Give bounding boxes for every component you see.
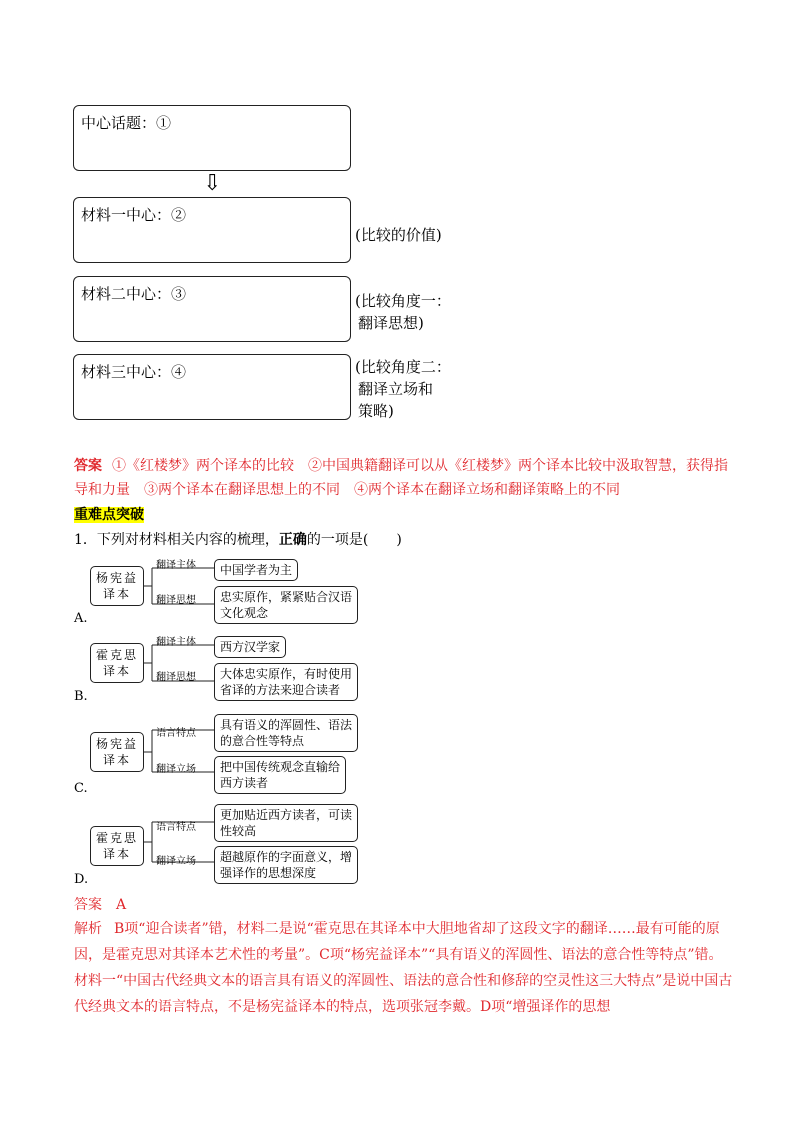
option-a-branch1-box bbox=[214, 559, 298, 581]
option-d-diagram bbox=[90, 804, 390, 884]
option-a-branch2-line2: 文化观念 bbox=[220, 606, 269, 620]
option-a-branch1-line1: 中国学者为主 bbox=[220, 563, 293, 577]
down-arrow-icon: ⇩ bbox=[203, 171, 222, 196]
option-d-branch1-line1: 更加贴近西方读者，可读 bbox=[220, 808, 353, 822]
side-note-angle1 bbox=[355, 290, 451, 334]
question-prefix: 1．下列对材料相关内容的梳理， bbox=[74, 532, 279, 548]
answer-text: ①《红楼梦》两个译本的比较 ②中国典籍翻译可以从《红楼梦》两个译本比较中汲取智慧，获得指导和力量 ③两个译本在翻译思想上的不同 ④两个译本在翻译立场和翻译策略上的不同 bbox=[74, 458, 728, 498]
option-d-branch2-line2: 强译作的思想深度 bbox=[220, 866, 317, 880]
section-title bbox=[74, 504, 144, 524]
section-title-text: 重难点突破 bbox=[74, 507, 144, 523]
answer-paragraph bbox=[74, 454, 734, 502]
option-d-branch1-box bbox=[214, 804, 358, 842]
option-c-branch2-label: 翻译立场 bbox=[156, 764, 196, 775]
option-b-branch2-label: 翻译思想 bbox=[156, 672, 196, 683]
option-c-branch2-box bbox=[214, 756, 346, 794]
option-a-branch1-label: 翻译主体 bbox=[156, 560, 196, 571]
material2-label: 材料二中心：③ bbox=[81, 285, 187, 303]
side-note-angle1-line1: (比较角度一： bbox=[355, 292, 451, 310]
material3-label: 材料三中心：④ bbox=[81, 363, 187, 381]
analysis-text: B项“迎合读者”错，材料二是说“霍克思在其译本中大胆地省却了这段文字的翻译……最有可能的原因，是霍克思对其译本艺术性的考量”。C项“杨宪益译本”“具有语义的浑圆性、语法的意合性等特点”错。材料一“中国古代经典文本的语言具有语义的浑圆性、语法的意合性和修辞的空灵性这三大特点”是说中国古代经典文本的语言特点，不是杨宪益译本的特点，选项张冠李戴。D项“增强译作的思想 bbox=[74, 921, 733, 1015]
option-b-branch1-label: 翻译主体 bbox=[156, 637, 196, 648]
material2-box bbox=[73, 276, 351, 342]
question-bold: 正确 bbox=[278, 532, 307, 548]
option-d-letter: D. bbox=[74, 872, 89, 887]
side-note-angle2-line3: 策略) bbox=[358, 402, 394, 420]
option-a-branch2-box bbox=[214, 586, 358, 624]
analysis-paragraph bbox=[74, 916, 734, 1020]
option-a-branch2-label: 翻译思想 bbox=[156, 595, 196, 606]
question-stem bbox=[74, 529, 402, 549]
option-b-branch2-box bbox=[214, 663, 358, 701]
option-c-letter: C. bbox=[74, 781, 88, 796]
answer2 bbox=[74, 894, 126, 914]
central-topic-box bbox=[73, 105, 351, 171]
option-d-root: 霍克思译本 bbox=[90, 826, 144, 866]
option-c-root: 杨宪益译本 bbox=[90, 732, 144, 772]
option-c-branch1-line1: 具有语义的浑圆性、语法 bbox=[220, 718, 353, 732]
material1-box bbox=[73, 197, 351, 263]
central-topic-label: 中心话题：① bbox=[81, 114, 172, 132]
option-c-branch2-line1: 把中国传统观念直输给 bbox=[220, 760, 341, 774]
option-b-diagram bbox=[90, 633, 390, 703]
option-c-branch2-line2: 西方读者 bbox=[220, 776, 269, 790]
side-note-angle2-line1: (比较角度二： bbox=[355, 358, 451, 376]
side-note-angle1-line2: 翻译思想) bbox=[358, 314, 424, 332]
option-a-branch2-line1: 忠实原作，紧紧贴合汉语 bbox=[220, 590, 353, 604]
option-a-letter: A. bbox=[74, 611, 88, 626]
option-b-letter: B. bbox=[74, 689, 88, 704]
option-b-branch2-line1: 大体忠实原作，有时使用 bbox=[220, 667, 353, 681]
option-b-root: 霍克思译本 bbox=[90, 643, 144, 683]
option-b-branch2-line2: 省译的方法来迎合读者 bbox=[220, 683, 341, 697]
answer2-label: 答案 bbox=[74, 897, 102, 913]
option-d-branch2-label: 翻译立场 bbox=[156, 856, 196, 867]
option-a-diagram bbox=[90, 556, 390, 626]
option-b-branch1-box bbox=[214, 636, 286, 658]
option-c-branch1-line2: 的意合性等特点 bbox=[220, 734, 305, 748]
answer-label: 答案 bbox=[74, 458, 102, 474]
material1-label: 材料一中心：② bbox=[81, 206, 187, 224]
answer2-value: A bbox=[116, 897, 127, 913]
analysis-label: 解析 bbox=[74, 921, 102, 937]
option-c-branch1-label: 语言特点 bbox=[156, 728, 196, 739]
option-d-branch1-line2: 性较高 bbox=[220, 824, 257, 838]
side-note-value: (比较的价值) bbox=[355, 226, 442, 244]
side-note-angle2-line2: 翻译立场和 bbox=[358, 380, 434, 398]
option-d-branch2-line1: 超越原作的字面意义，增 bbox=[220, 850, 353, 864]
option-b-branch1-line1: 西方汉学家 bbox=[220, 640, 281, 654]
option-c-diagram bbox=[90, 714, 390, 794]
material3-box bbox=[73, 354, 351, 420]
question-suffix: 的一项是( ) bbox=[306, 532, 402, 548]
option-c-branch1-box bbox=[214, 714, 358, 752]
option-a-root: 杨宪益译本 bbox=[90, 566, 144, 606]
side-note-angle2 bbox=[355, 356, 451, 422]
option-d-branch2-box bbox=[214, 846, 358, 884]
option-d-branch1-label: 语言特点 bbox=[156, 822, 196, 833]
